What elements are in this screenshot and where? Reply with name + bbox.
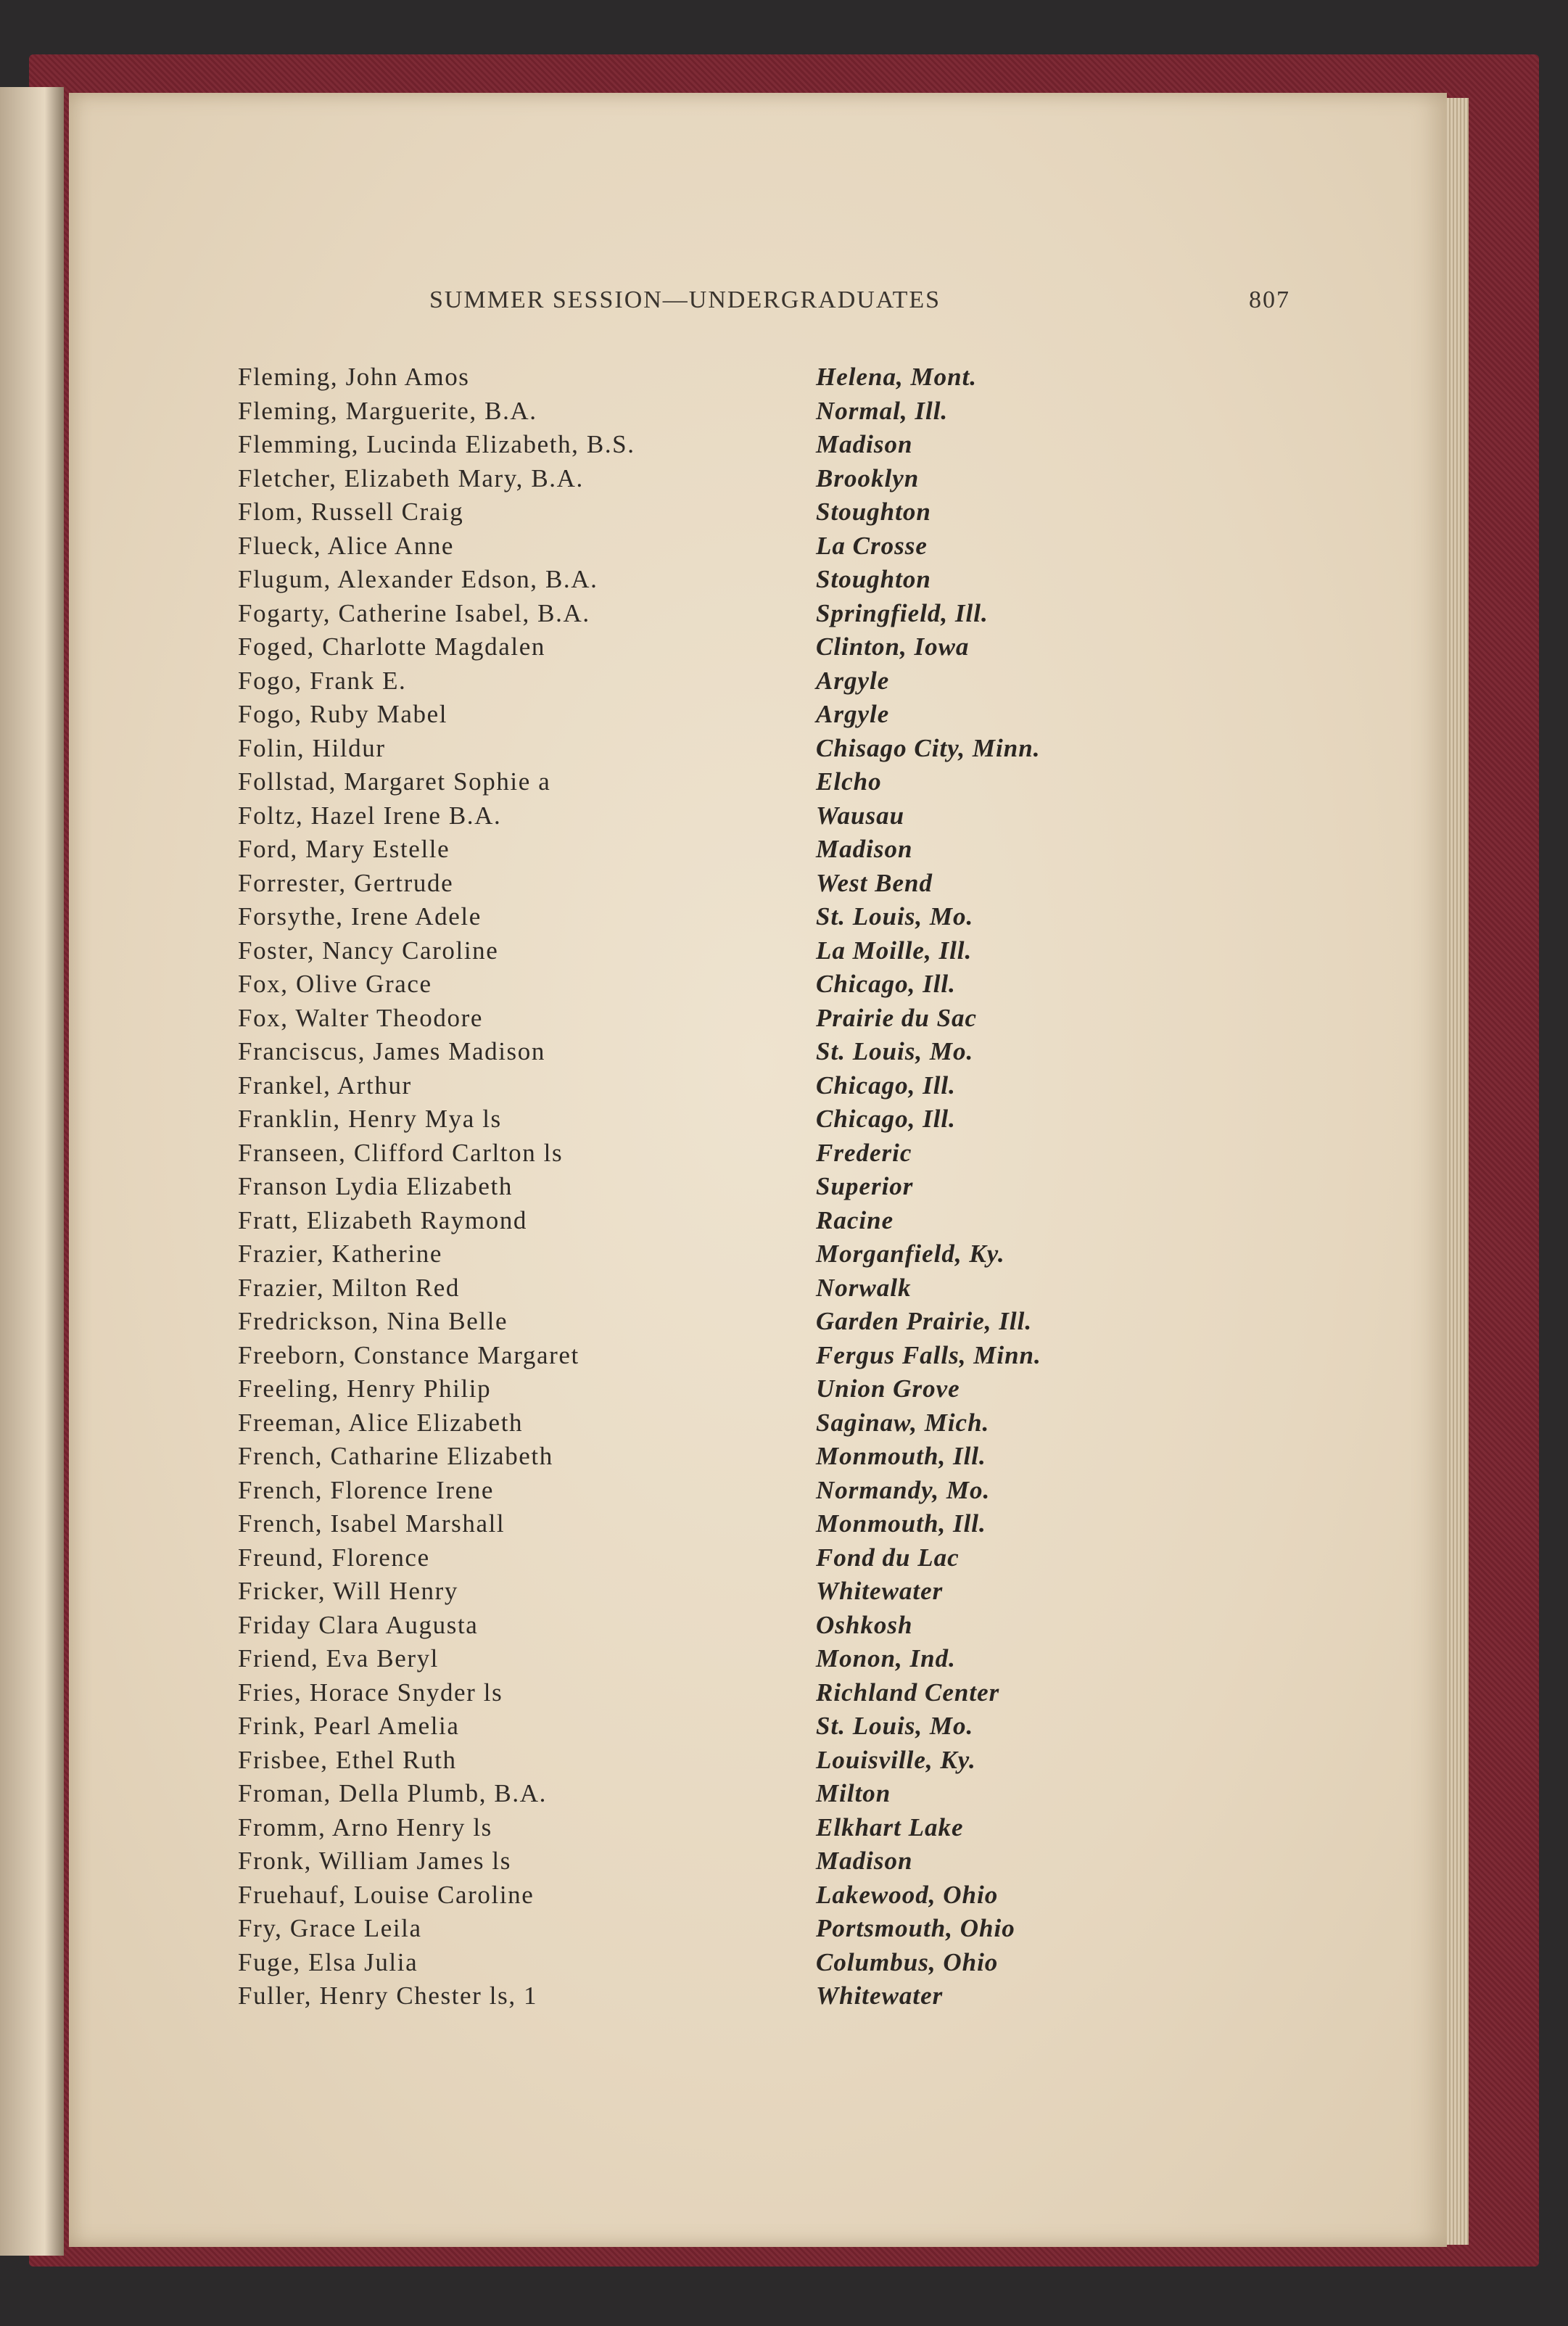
entry-place: Fond du Lac xyxy=(816,1543,960,1572)
entry-place: Union Grove xyxy=(816,1374,960,1403)
entry-place: Columbus, Ohio xyxy=(816,1947,999,1976)
entry-name: Flugum, Alexander Edson, B.A. xyxy=(238,565,598,593)
entry-name: Fricker, Will Henry xyxy=(238,1577,458,1605)
entry-place: Monmouth, Ill. xyxy=(816,1442,986,1470)
entry-name: Fleming, Marguerite, B.A. xyxy=(238,396,537,425)
entry-place: St. Louis, Mo. xyxy=(816,1037,974,1065)
entry-name: Flueck, Alice Anne xyxy=(238,531,455,560)
list-item xyxy=(0,498,1568,532)
entry-place: Stoughton xyxy=(816,498,931,526)
list-item xyxy=(0,1981,1568,2016)
entry-name: French, Isabel Marshall xyxy=(238,1509,506,1538)
list-item xyxy=(0,464,1568,498)
entry-place: Normandy, Mo. xyxy=(816,1475,991,1504)
entry-place: Madison xyxy=(816,430,913,458)
entry-name: Fuller, Henry Chester ls, 1 xyxy=(238,1981,538,2010)
entry-name: Fratt, Elizabeth Raymond xyxy=(238,1205,528,1234)
entry-place: Frederic xyxy=(816,1138,912,1167)
entry-place: Whitewater xyxy=(816,1981,944,2010)
entry-place: Garden Prairie, Ill. xyxy=(816,1307,1033,1335)
entry-place: Chisago City, Minn. xyxy=(816,733,1041,762)
list-item xyxy=(0,767,1568,801)
entry-place: Madison xyxy=(816,835,913,863)
entry-place: La Moille, Ill. xyxy=(816,936,973,965)
entry-place: Chicago, Ill. xyxy=(816,1071,956,1100)
entry-place: Portsmouth, Ohio xyxy=(816,1914,1015,1942)
entry-name: Fronk, William James ls xyxy=(238,1847,511,1875)
entry-name: Foster, Nancy Caroline xyxy=(238,936,499,965)
entry-place: La Crosse xyxy=(816,531,928,560)
list-item xyxy=(0,801,1568,836)
entry-name: Freund, Florence xyxy=(238,1543,430,1572)
entry-place: Prairie du Sac xyxy=(816,1003,978,1032)
entry-name: Fleming, John Amos xyxy=(238,363,470,391)
entry-name: French, Florence Irene xyxy=(238,1475,494,1504)
list-item xyxy=(0,700,1568,734)
list-item xyxy=(0,1341,1568,1375)
list-item xyxy=(0,1847,1568,1881)
list-item xyxy=(0,1712,1568,1746)
entry-name: Franson Lydia Elizabeth xyxy=(238,1172,513,1200)
list-item xyxy=(0,1004,1568,1038)
entry-name: Freeborn, Constance Margaret xyxy=(238,1340,579,1369)
entry-name: Fox, Walter Theodore xyxy=(238,1003,483,1032)
entry-name: Frink, Pearl Amelia xyxy=(238,1712,460,1740)
entry-place: Norwalk xyxy=(816,1273,912,1302)
entry-name: Forsythe, Irene Adele xyxy=(238,902,482,931)
entry-place: Wausau xyxy=(816,801,905,830)
entry-name: Freeman, Alice Elizabeth xyxy=(238,1408,524,1437)
list-item xyxy=(0,1611,1568,1645)
entry-name: Fogo, Ruby Mabel xyxy=(238,700,448,728)
entry-name: Fry, Grace Leila xyxy=(238,1914,422,1942)
entry-place: St. Louis, Mo. xyxy=(816,902,974,931)
entry-place: Helena, Mont. xyxy=(816,363,978,391)
list-item xyxy=(0,1374,1568,1409)
entry-place: Fergus Falls, Minn. xyxy=(816,1340,1041,1369)
entry-place: Clinton, Iowa xyxy=(816,632,970,661)
entry-place: Brooklyn xyxy=(816,463,920,492)
list-item xyxy=(0,970,1568,1004)
entry-name: Fries, Horace Snyder ls xyxy=(238,1678,503,1707)
list-item xyxy=(0,667,1568,701)
list-item xyxy=(0,1442,1568,1476)
list-item xyxy=(0,1746,1568,1780)
entry-name: Frazier, Katherine xyxy=(238,1240,442,1268)
list-item xyxy=(0,1509,1568,1543)
list-item xyxy=(0,1577,1568,1611)
list-item xyxy=(0,532,1568,566)
entry-place: Madison xyxy=(816,1847,913,1875)
entry-place: Saginaw, Mich. xyxy=(816,1408,990,1437)
entry-name: Freeling, Henry Philip xyxy=(238,1374,492,1403)
list-item xyxy=(0,1644,1568,1678)
list-item xyxy=(0,1307,1568,1341)
list-item xyxy=(0,1881,1568,1915)
entry-place: West Bend xyxy=(816,868,933,897)
entry-name: Foltz, Hazel Irene B.A. xyxy=(238,801,502,830)
entry-place: Milton xyxy=(816,1779,891,1807)
list-item xyxy=(0,1105,1568,1139)
list-item xyxy=(0,1779,1568,1813)
entry-name: Franciscus, James Madison xyxy=(238,1037,545,1065)
running-title: SUMMER SESSION—UNDERGRADUATES xyxy=(429,286,941,313)
list-item xyxy=(0,734,1568,768)
entry-name: Fletcher, Elizabeth Mary, B.A. xyxy=(238,463,584,492)
entry-place: Louisville, Ky. xyxy=(816,1745,976,1774)
list-item xyxy=(0,1678,1568,1712)
entry-place: Lakewood, Ohio xyxy=(816,1880,999,1909)
entry-name: Franklin, Henry Mya ls xyxy=(238,1105,502,1133)
list-item xyxy=(0,835,1568,869)
entry-place: Oshkosh xyxy=(816,1610,913,1639)
entry-name: Fox, Olive Grace xyxy=(238,970,432,998)
entry-place: Chicago, Ill. xyxy=(816,1105,956,1133)
entry-place: Monmouth, Ill. xyxy=(816,1509,986,1538)
list-item xyxy=(0,1409,1568,1443)
list-item xyxy=(0,1274,1568,1308)
entry-name: Frazier, Milton Red xyxy=(238,1273,461,1302)
list-item xyxy=(0,363,1568,397)
list-item xyxy=(0,430,1568,464)
entry-name: French, Catharine Elizabeth xyxy=(238,1442,553,1470)
entry-name: Foged, Charlotte Magdalen xyxy=(238,632,545,661)
entry-name: Fruehauf, Louise Caroline xyxy=(238,1880,535,1909)
entry-name: Fuge, Elsa Julia xyxy=(238,1947,418,1976)
entry-place: Chicago, Ill. xyxy=(816,970,956,998)
list-item xyxy=(0,1206,1568,1240)
list-item xyxy=(0,1813,1568,1847)
running-head xyxy=(0,286,1568,323)
list-item xyxy=(0,869,1568,903)
entry-place: Argyle xyxy=(816,666,890,695)
entry-name: Flemming, Lucinda Elizabeth, B.S. xyxy=(238,430,635,458)
entry-place: Racine xyxy=(816,1205,894,1234)
entry-place: Whitewater xyxy=(816,1577,944,1605)
list-item xyxy=(0,565,1568,599)
list-item xyxy=(0,1172,1568,1206)
entry-place: Monon, Ind. xyxy=(816,1644,956,1673)
list-item xyxy=(0,397,1568,431)
entry-name: Ford, Mary Estelle xyxy=(238,835,450,863)
entry-place: Elcho xyxy=(816,767,882,796)
list-item xyxy=(0,1914,1568,1948)
list-item xyxy=(0,1240,1568,1274)
entry-place: Richland Center xyxy=(816,1678,1000,1707)
entry-name: Franseen, Clifford Carlton ls xyxy=(238,1138,564,1167)
entry-name: Friday Clara Augusta xyxy=(238,1610,479,1639)
entry-name: Fromm, Arno Henry ls xyxy=(238,1812,492,1842)
list-item xyxy=(0,1948,1568,1982)
entry-name: Fogo, Frank E. xyxy=(238,666,407,695)
page-number: 807 xyxy=(1249,286,1290,313)
entry-place: Normal, Ill. xyxy=(816,396,949,425)
list-item xyxy=(0,1071,1568,1105)
entry-place: Morganfield, Ky. xyxy=(816,1240,1005,1268)
list-item xyxy=(0,599,1568,633)
entry-place: Superior xyxy=(816,1172,914,1200)
list-item xyxy=(0,1543,1568,1578)
list-item xyxy=(0,632,1568,667)
entry-place: Elkhart Lake xyxy=(816,1812,964,1842)
entry-name: Fredrickson, Nina Belle xyxy=(238,1307,508,1335)
list-item xyxy=(0,936,1568,970)
entry-name: Froman, Della Plumb, B.A. xyxy=(238,1779,547,1807)
entry-place: St. Louis, Mo. xyxy=(816,1712,974,1740)
entry-place: Stoughton xyxy=(816,565,931,593)
entry-name: Friend, Eva Beryl xyxy=(238,1644,440,1673)
entry-place: Argyle xyxy=(816,700,890,728)
entry-list xyxy=(0,363,1568,2016)
entry-name: Folin, Hildur xyxy=(238,733,386,762)
entry-name: Flom, Russell Craig xyxy=(238,498,464,526)
entry-name: Follstad, Margaret Sophie a xyxy=(238,767,551,796)
entry-name: Forrester, Gertrude xyxy=(238,868,454,897)
list-item xyxy=(0,902,1568,936)
list-item xyxy=(0,1476,1568,1510)
entry-name: Frankel, Arthur xyxy=(238,1071,412,1100)
entry-name: Frisbee, Ethel Ruth xyxy=(238,1745,457,1774)
list-item xyxy=(0,1139,1568,1173)
entry-name: Fogarty, Catherine Isabel, B.A. xyxy=(238,598,590,627)
list-item xyxy=(0,1037,1568,1071)
entry-place: Springfield, Ill. xyxy=(816,598,989,627)
